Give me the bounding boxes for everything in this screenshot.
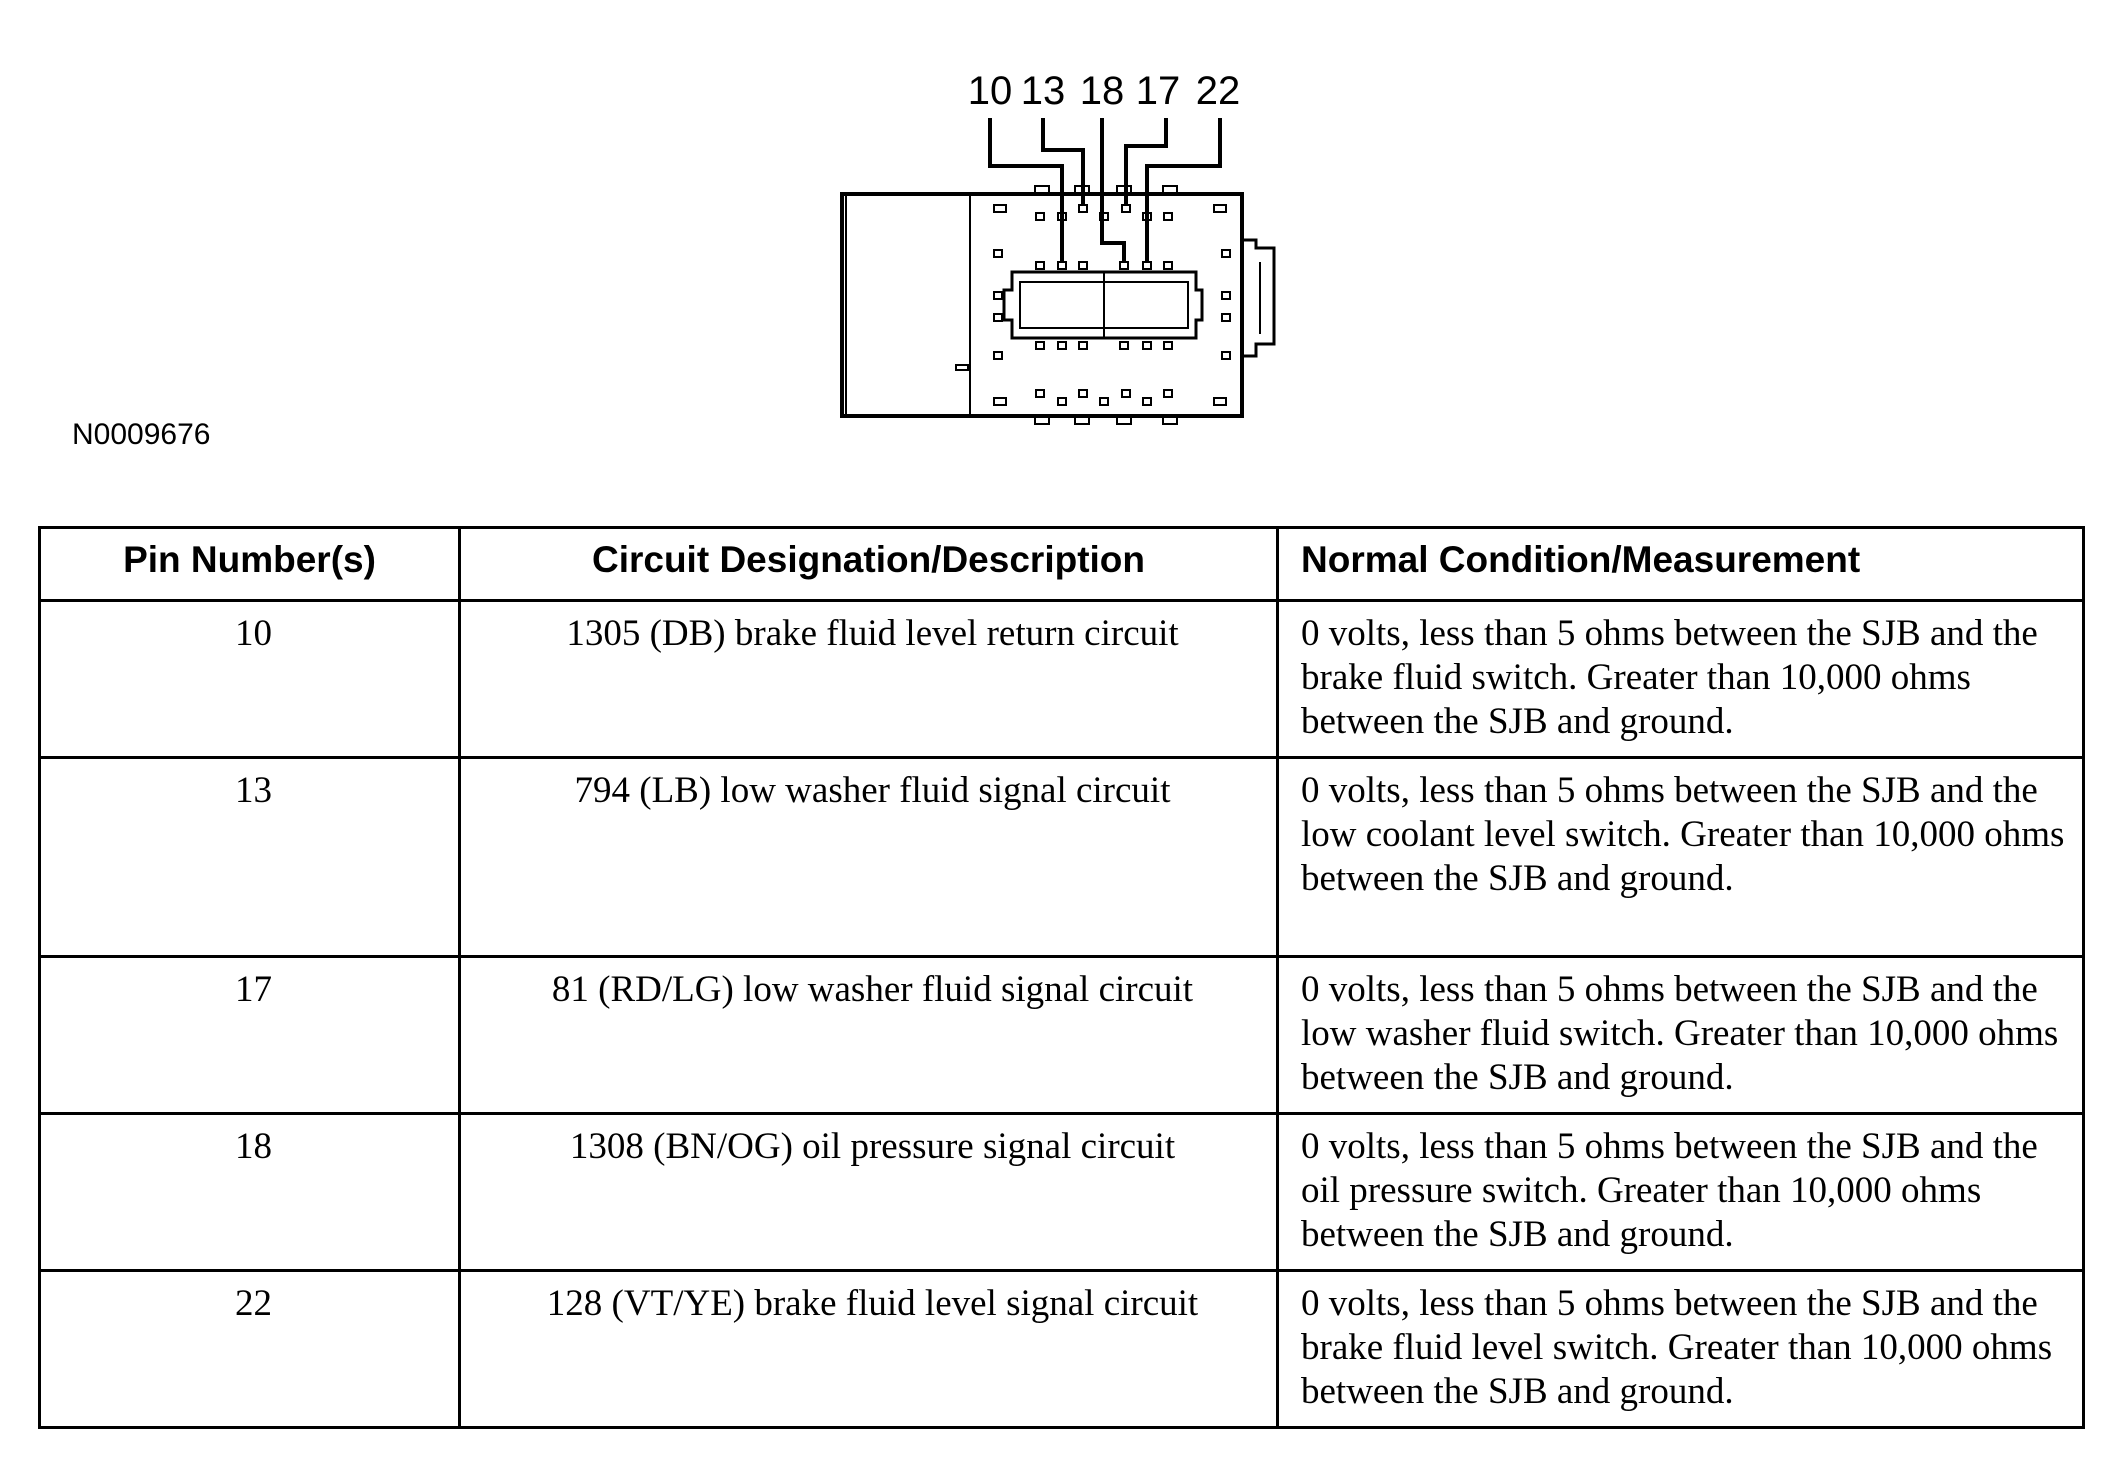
normal-condition-cell: 0 volts, less than 5 ohms between the SJB and the low coolant level switch. Greater than 10,000 ohms between the SJB and ground.	[1278, 758, 2084, 957]
table-header-row	[40, 528, 2084, 601]
normal-condition-cell: 0 volts, less than 5 ohms between the SJB and the brake fluid switch. Greater than 10,000 ohms between the SJB and ground.	[1278, 601, 2084, 758]
pin-number-cell: 10	[40, 601, 460, 758]
pin-label-17: 17	[1135, 69, 1181, 113]
table-row	[40, 601, 2084, 758]
pin-label-13: 13	[1020, 69, 1066, 113]
header-normal-condition: Normal Condition/Measurement	[1278, 528, 2084, 601]
normal-condition-cell: 0 volts, less than 5 ohms between the SJB and the brake fluid level switch. Greater than 10,000 ohms between the SJB and ground.	[1278, 1271, 2084, 1428]
pin-number-cell: 13	[40, 758, 460, 957]
pinout-table	[38, 526, 2085, 1429]
header-circuit-designation: Circuit Designation/Description	[460, 528, 1278, 601]
table-row	[40, 758, 2084, 957]
leader-line-22	[1147, 118, 1220, 262]
pin-number-cell: 18	[40, 1114, 460, 1271]
circuit-description-cell: 128 (VT/YE) brake fluid level signal circuit	[460, 1271, 1278, 1428]
circuit-description-cell: 1305 (DB) brake fluid level return circuit	[460, 601, 1278, 758]
connector-body	[842, 186, 1274, 424]
pin-cavities	[994, 205, 1230, 405]
table-row	[40, 957, 2084, 1114]
pin-label-10: 10	[967, 69, 1013, 113]
table-row	[40, 1114, 2084, 1271]
circuit-description-cell: 81 (RD/LG) low washer fluid signal circuit	[460, 957, 1278, 1114]
pin-number-cell: 22	[40, 1271, 460, 1428]
leader-lines	[990, 118, 1220, 262]
circuit-description-cell: 1308 (BN/OG) oil pressure signal circuit	[460, 1114, 1278, 1271]
pin-label-22: 22	[1195, 69, 1241, 113]
normal-condition-cell: 0 volts, less than 5 ohms between the SJB and the low washer fluid switch. Greater than 10,000 ohms between the SJB and ground.	[1278, 957, 2084, 1114]
circuit-description-cell: 794 (LB) low washer fluid signal circuit	[460, 758, 1278, 957]
header-pin-numbers: Pin Number(s)	[40, 528, 460, 601]
leader-line-10	[990, 118, 1062, 262]
pin-number-cell: 17	[40, 957, 460, 1114]
connector-diagram	[0, 0, 2118, 500]
figure-id: N0009676	[72, 418, 211, 451]
normal-condition-cell: 0 volts, less than 5 ohms between the SJB and the oil pressure switch. Greater than 10,000 ohms between the SJB and ground.	[1278, 1114, 2084, 1271]
table-row	[40, 1271, 2084, 1428]
pin-label-18: 18	[1079, 69, 1125, 113]
leader-line-18	[1102, 118, 1124, 262]
